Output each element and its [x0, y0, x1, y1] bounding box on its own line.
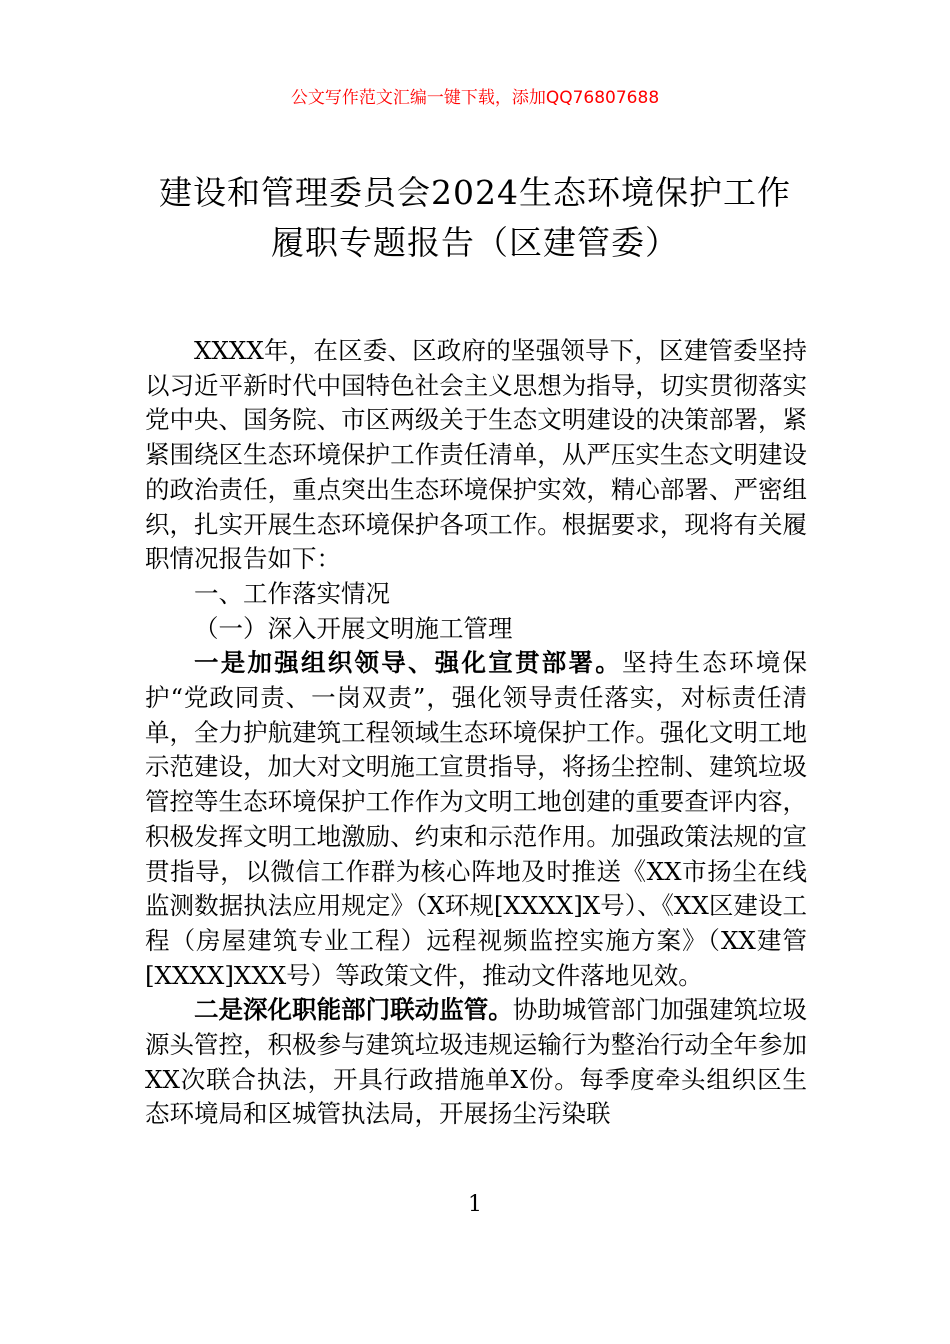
paragraph-2-text: 协助城管部门加强建筑垃圾源头管控，积极参与建筑垃圾违规运输行为整治行动全年参加XX次联合执法，开具行政措施单X份。每季度牵头组织区生态环境局和区城管执法局，开展扬尘污染联	[145, 995, 808, 1129]
section-heading: 一、工作落实情况	[194, 578, 390, 608]
document-title-line-2: 履职专题报告（区建管委）	[271, 223, 679, 262]
page-number: 1	[468, 1192, 482, 1217]
paragraph-1-text: 坚持生态环境保护“党政同责、一岗双责”，强化领导责任落实，对标责任清单，全力护航建筑工程领域生态环境保护工作。强化文明工地示范建设，加大对文明施工宣贯指导，将扬尘控制、建筑垃圾管控等生态环境保护工作作为文明工地创建的重要查评内容，积极发挥文明工地激励、约束和示范作用。加强政策法规的宣贯指导，以微信工作群为核心阵地及时推送《XX市扬尘在线监测数据执法应用规定》（X环规[XXXX]X号）、《XX区建设工程（房屋建筑专业工程）远程视频监控实施方案》（XX建管[XXXX]XXX号）等政策文件，推动文件落地见效。	[145, 648, 807, 990]
subsection-heading: （一）深入开展文明施工管理	[194, 613, 513, 643]
paragraph-2-lead: 二是深化职能部门联动监管。	[194, 995, 513, 1025]
intro-paragraph: XXXX年，在区委、区政府的坚强领导下，区建管委坚持以习近平新时代中国特色社会主义思想为指导，切实贯彻落实党中央、国务院、市区两级关于生态文明建设的决策部署，紧紧围绕区生态环境保护工作责任清单，从严压实生态文明建设的政治责任，重点突出生态环境保护实效，精心部署、严密组织，扎实开展生态环境保护各项工作。根据要求，现将有关履职情况报告如下：	[145, 336, 807, 574]
paragraph-1	[145, 646, 807, 993]
document-title-line-1: 建设和管理委员会2024生态环境保护工作	[159, 173, 791, 212]
watermark-text: 公文写作范文汇编一键下载，添加QQ76807688	[290, 88, 660, 108]
paragraph-2	[145, 993, 807, 1132]
paragraph-1-lead: 一是加强组织领导、强化宣贯部署。	[194, 648, 622, 678]
document-body	[145, 334, 807, 1132]
